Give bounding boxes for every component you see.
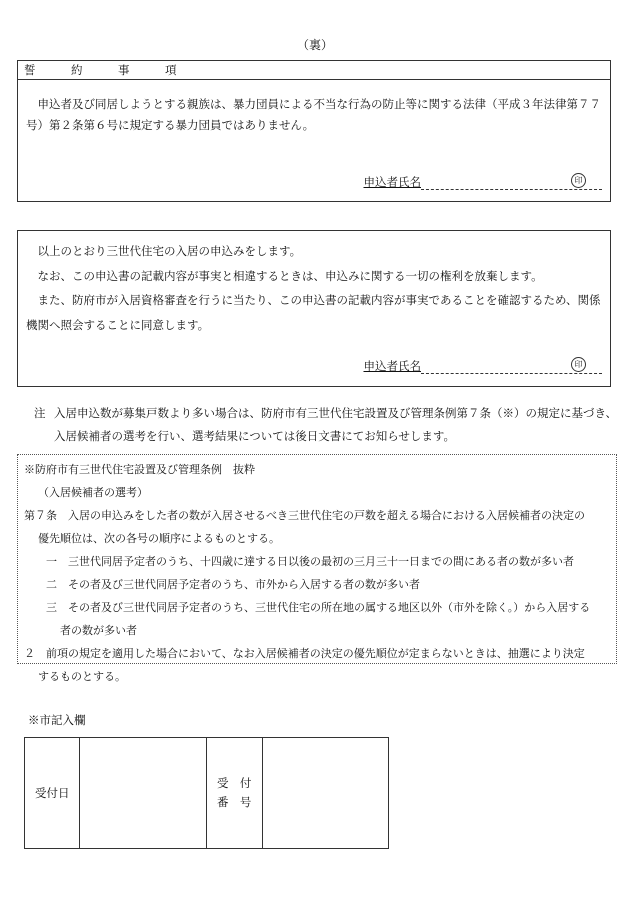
excerpt-item-3-line-2: 者の数が多い者 — [60, 624, 137, 637]
excerpt-paragraph-2-line-2: するものとする。 — [38, 670, 126, 683]
excerpt-item-3-line-1: 三 その者及び三世代同居予定者のうち、三世代住宅の所在地の属する地区以外（市外を除く。）から入居する — [46, 601, 591, 614]
receipt-number-label-2: 番 号 — [216, 795, 252, 809]
receipt-date-label: 受付日 — [25, 738, 80, 849]
application-signature-label: 申込者氏名 — [363, 359, 421, 373]
city-use-title: ※市記入欄 — [28, 713, 86, 727]
application-seal-mark: 印 — [571, 357, 586, 372]
receipt-date-field[interactable] — [80, 738, 206, 849]
application-section — [17, 230, 611, 387]
pledge-signature-label: 申込者氏名 — [363, 175, 421, 189]
note-mark: 注 — [34, 406, 46, 420]
receipt-number-label-1: 受 付 — [216, 776, 252, 790]
note-line-1: 入居申込数が募集戸数より多い場合は、防府市有三世代住宅設置及び管理条例第７条（※）の規定に基づき、 — [54, 406, 618, 420]
receipt-number-label — [206, 738, 262, 849]
application-paragraph-3: また、防府市が入居資格審査を行うに当たり、この申込書の記載内容が事実であることを確認するため、関係機関へ照会することに同意します。 — [26, 293, 601, 332]
article-7-line-2: 優先順位は、次の各号の順序によるものとする。 — [38, 532, 280, 545]
ordinance-excerpt — [17, 454, 617, 683]
excerpt-title: ※防府市有三世代住宅設置及び管理条例 抜粋 — [24, 463, 255, 476]
pledge-seal-mark: 印 — [571, 173, 586, 188]
application-signature-line — [364, 357, 603, 374]
pledge-name-blank[interactable] — [421, 176, 569, 188]
excerpt-item-2: 二 その者及び三世代同居予定者のうち、市外から入居する者の数が多い者 — [46, 578, 420, 591]
selection-note — [34, 402, 619, 448]
pledge-title: 誓 約 事 項 — [18, 61, 610, 80]
note-line-2: 入居候補者の選考を行い、選考結果については後日文書にてお知らせします。 — [54, 429, 456, 443]
city-use-table — [24, 737, 389, 849]
pledge-signature-line — [364, 173, 603, 190]
pledge-section — [17, 60, 611, 202]
pledge-signature-field[interactable] — [421, 173, 602, 190]
application-signature-field[interactable] — [421, 357, 602, 374]
application-paragraph-1: 以上のとおり三世代住宅の入居の申込みをします。 — [37, 244, 302, 258]
receipt-number-field[interactable] — [262, 738, 388, 849]
excerpt-item-1: 一 三世代同居予定者のうち、十四歳に達する日以後の最初の三月三十一日までの間にある者の数が多い者 — [46, 555, 574, 568]
article-7-line-1: 第７条 入居の申込みをした者の数が入居させるべき三世代住宅の戸数を超える場合における入居候補者の決定の — [24, 509, 585, 522]
pledge-text: 申込者及び同居しようとする親族は、暴力団員による不当な行為の防止等に関する法律（平成３年法律第７７号）第２条第６号に規定する暴力団員ではありません。 — [26, 97, 601, 132]
application-paragraph-2: なお、この申込書の記載内容が事実と相違するときは、申込みに関する一切の権利を放棄します。 — [37, 268, 543, 283]
application-name-blank[interactable] — [421, 360, 569, 372]
excerpt-subtitle: （入居候補者の選考） — [38, 486, 148, 499]
application-text — [18, 231, 610, 337]
excerpt-paragraph-2-line-1: ２ 前項の規定を適用した場合において、なお入居候補者の決定の優先順位が定まらないときは、抽選により決定 — [24, 647, 585, 660]
page-side-label: （裏） — [296, 38, 333, 52]
